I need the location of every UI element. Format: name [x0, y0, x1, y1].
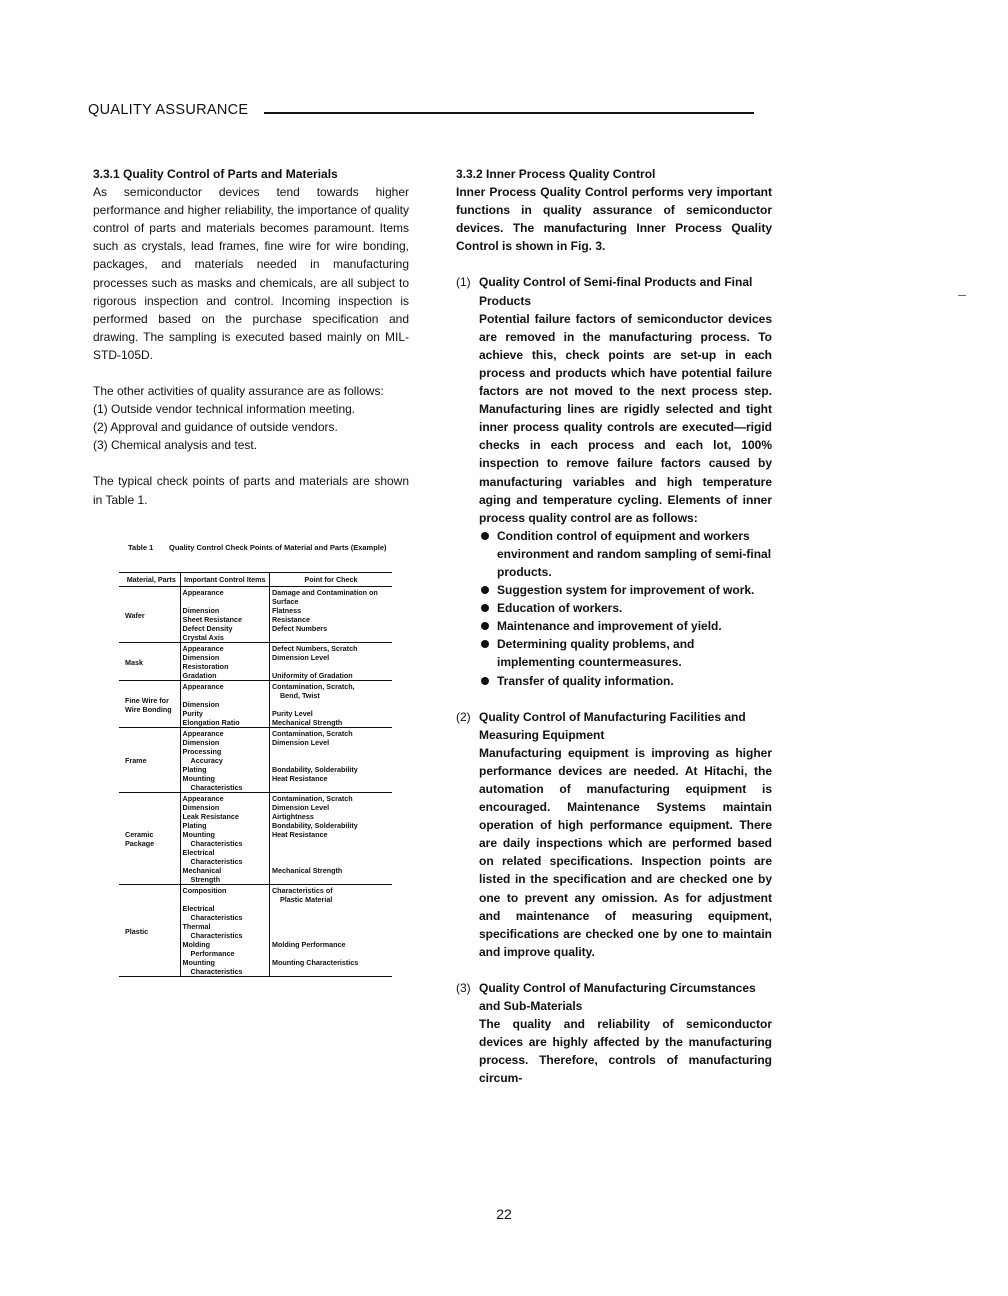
- table-row: [119, 728, 392, 793]
- bullet-item: [479, 672, 772, 690]
- column-header: Point for Check: [269, 573, 392, 587]
- bullet-dot-icon: [481, 622, 489, 630]
- check-points-cell: [269, 885, 392, 977]
- column-header: Important Control Items: [180, 573, 269, 587]
- cell-line: [272, 904, 390, 913]
- cell-line: Appearance: [182, 588, 224, 597]
- cell-line: Appearance: [182, 794, 224, 803]
- table-row: [119, 681, 392, 728]
- bullet-item: [479, 635, 772, 671]
- cell-line: Dimension: [182, 653, 220, 662]
- cell-line: Mounting: [182, 958, 215, 967]
- cell-line: [272, 756, 390, 765]
- item-body: Manufacturing equipment is improving as higher performance devices are needed. At Hitachi, the automation of manufacturing equipment is encouraged. Maintenance Systems maintain operation of high performance equipment. There are daily inspections which are performed based on related specifications. Inspection points are listed in the specification and are checked one by one to prevent any omission. As for adjustment and maintenance of measuring equipment, specifications are checked one by one to maintain and improve quality.: [479, 745, 772, 959]
- bullet-text: Suggestion system for improvement of work.: [497, 583, 755, 598]
- cell-line: Electrical: [182, 848, 215, 857]
- cell-line: Dimension: [182, 606, 220, 615]
- cell-line: [272, 662, 390, 671]
- bullet-dot-icon: [481, 532, 489, 540]
- cell-line: Dimension: [182, 803, 220, 812]
- right-column: [456, 165, 772, 1088]
- cell-line: Bondability, Solderability: [271, 765, 358, 774]
- cell-line: Defect Numbers, Scratch: [271, 644, 358, 653]
- check-points-cell: [269, 681, 392, 728]
- cell-line: Molding: [182, 940, 211, 949]
- cell-line: Performance: [190, 949, 235, 958]
- bullet-item: [479, 599, 772, 617]
- cell-line: Mechanical Strength: [271, 718, 343, 727]
- left-column: [93, 165, 409, 509]
- bullet-dot-icon: [481, 677, 489, 685]
- bullet-text: Condition control of equipment and workers environment and random sampling of semi-final products.: [497, 528, 772, 579]
- spacer: [93, 454, 409, 472]
- cell-line: Airtightness: [271, 812, 314, 821]
- control-items-cell: [180, 885, 269, 977]
- bullet-item: [479, 527, 772, 581]
- cell-line: [272, 857, 390, 866]
- cell-line: Characteristics: [190, 857, 243, 866]
- cell-line: Mounting: [182, 830, 215, 839]
- cell-line: Sheet Resistance: [182, 615, 243, 624]
- cell-line: Leak Resistance: [182, 812, 239, 821]
- cell-line: Purity: [182, 709, 203, 718]
- cell-line: Contamination, Scratch,: [271, 682, 355, 691]
- item-title: Quality Control of Semi-final Products and Final Products: [479, 275, 753, 308]
- header-title: QUALITY ASSURANCE: [88, 102, 249, 118]
- item-number: (3): [456, 980, 471, 995]
- material-cell: Mask: [119, 643, 180, 681]
- bullet-list: [479, 527, 772, 690]
- cell-line: [272, 922, 390, 931]
- check-points-cell: [269, 643, 392, 681]
- bullet-dot-icon: [481, 640, 489, 648]
- item-body: Potential failure factors of semiconductor devices are removed in the manufacturing process. To achieve this, check points are set-up in each process and products which have potential failure factors are not moved to the next process step. Manufacturing lines are rigidly selected and tight inner process quality controls are executed—rigid checks in each process and each lot, 100% inspection to remove failure factors caused by manufacturing variables and high temperature aging and temperature cycling. Elements of inner process quality control are as follows:: [479, 311, 772, 525]
- bullet-item: [479, 581, 772, 599]
- table-row: [119, 643, 392, 681]
- control-items-cell: [180, 587, 269, 643]
- material-cell: Fine Wire for Wire Bonding: [119, 681, 180, 728]
- cell-line: Purity Level: [271, 709, 313, 718]
- cell-line: Plating: [182, 765, 207, 774]
- table-row: [119, 793, 392, 885]
- cell-line: Defect Numbers: [271, 624, 328, 633]
- cell-line: [272, 747, 390, 756]
- header-rule: [264, 112, 754, 114]
- margin-mark: [958, 295, 966, 296]
- table-caption: [128, 543, 398, 553]
- cell-line: Bondability, Solderability: [271, 821, 358, 830]
- cell-line: Dimension Level: [271, 803, 330, 812]
- check-points-cell: [269, 728, 392, 793]
- material-cell: Plastic: [119, 885, 180, 977]
- cell-line: Molding Performance: [271, 940, 346, 949]
- cell-line: Characteristics: [190, 967, 243, 976]
- spacer: [456, 961, 772, 979]
- spacer: [456, 255, 772, 273]
- cell-line: [272, 839, 390, 848]
- table-row: [119, 587, 392, 643]
- cell-line: Processing: [182, 747, 222, 756]
- bullet-text: Determining quality problems, and implementing countermeasures.: [497, 637, 695, 670]
- section-heading-3-3-1: 3.3.1 Quality Control of Parts and Materials: [93, 167, 338, 181]
- cell-line: Elongation Ratio: [182, 718, 240, 727]
- cell-line: Mechanical: [182, 866, 222, 875]
- paragraph: The other activities of quality assurance are as follows:: [93, 384, 384, 399]
- cell-line: Heat Resistance: [271, 774, 328, 783]
- spacer: [456, 690, 772, 708]
- page-number: 22: [496, 1206, 512, 1222]
- cell-line: Bend, Twist: [279, 691, 320, 700]
- control-items-cell: [180, 793, 269, 885]
- cell-line: Contamination, Scratch: [271, 794, 353, 803]
- cell-line: [183, 597, 267, 606]
- numbered-item-1: [456, 273, 772, 689]
- cell-line: Uniformity of Gradation: [271, 671, 353, 680]
- cell-line: Resistoration: [182, 662, 229, 671]
- cell-line: Electrical: [182, 904, 215, 913]
- paragraph: Inner Process Quality Control performs very important functions in quality assurance of semiconductor devices. The manufacturing Inner Process Quality Control is shown in Fig. 3.: [456, 185, 772, 254]
- paragraph: As semiconductor devices tend towards higher performance and higher reliability, the importance of quality control of parts and materials becomes paramount. Items such as crystals, lead frames, fine wire for wire bonding, packages, and materials needed in manufacturing processes such as masks and chemicals, are all subject to rigorous inspection and control. Incoming inspection is performed based on the purchase specification and drawing. The sampling is executed based mainly on MIL-STD-105D.: [93, 185, 409, 362]
- cell-line: Dimension: [182, 700, 220, 709]
- cell-line: [272, 700, 390, 709]
- cell-line: Mechanical Strength: [271, 866, 343, 875]
- list-item: (1) Outside vendor technical information meeting.: [93, 402, 356, 417]
- bullet-text: Education of workers.: [497, 601, 623, 616]
- cell-line: Characteristics: [190, 913, 243, 922]
- cell-line: Accuracy: [190, 756, 223, 765]
- cell-line: [272, 913, 390, 922]
- bullet-item: [479, 617, 772, 635]
- cell-line: Contamination, Scratch: [271, 729, 353, 738]
- check-points-cell: [269, 587, 392, 643]
- cell-line: Characteristics: [190, 783, 243, 792]
- item-number: (1): [456, 275, 471, 290]
- cell-line: Mounting: [182, 774, 215, 783]
- bullet-text: Transfer of quality information.: [497, 673, 674, 688]
- cell-line: Resistance: [271, 615, 310, 624]
- table-caption-text: Quality Control Check Points of Material and Parts (Example): [169, 543, 387, 552]
- column-header: Material, Parts: [119, 573, 180, 587]
- cell-line: Characteristics: [190, 931, 243, 940]
- spacer: [93, 364, 409, 382]
- material-cell: Wafer: [119, 587, 180, 643]
- numbered-item-2: [456, 708, 772, 961]
- cell-line: Crystal Axis: [182, 633, 224, 642]
- cell-line: Damage and Contamination on Surface: [271, 588, 378, 606]
- cell-line: [272, 949, 390, 958]
- control-items-cell: [180, 681, 269, 728]
- cell-line: [272, 848, 390, 857]
- cell-line: Appearance: [182, 644, 224, 653]
- cell-line: Characteristics: [190, 839, 243, 848]
- running-header: [88, 100, 754, 124]
- cell-line: Thermal: [182, 922, 211, 931]
- item-title: Quality Control of Manufacturing Facilities and Measuring Equipment: [479, 709, 746, 742]
- cell-line: Dimension Level: [271, 738, 330, 747]
- cell-line: Characteristics of: [271, 886, 333, 895]
- cell-line: Mounting Characteristics: [271, 958, 359, 967]
- item-title: Quality Control of Manufacturing Circumstances and Sub-Materials: [479, 980, 756, 1014]
- section-heading-3-3-2: 3.3.2 Inner Process Quality Control: [456, 167, 656, 181]
- cell-line: Appearance: [182, 729, 224, 738]
- item-body: The quality and reliability of semiconductor devices are highly affected by the manufacturing process. Therefore, controls of manufacturing circum-: [479, 1017, 772, 1086]
- cell-line: Plastic Material: [279, 895, 333, 904]
- material-cell: Ceramic Package: [119, 793, 180, 885]
- list-item: (3) Chemical analysis and test.: [93, 438, 258, 453]
- cell-line: [272, 931, 390, 940]
- cell-line: [183, 691, 267, 700]
- table-header-row: [119, 573, 392, 587]
- cell-line: Dimension Level: [271, 653, 330, 662]
- table-caption-number: Table 1: [128, 543, 154, 552]
- cell-line: [183, 895, 267, 904]
- cell-line: Composition: [182, 886, 227, 895]
- cell-line: Heat Resistance: [271, 830, 328, 839]
- bullet-dot-icon: [481, 604, 489, 612]
- cell-line: Gradation: [182, 671, 217, 680]
- list-item: (2) Approval and guidance of outside vendors.: [93, 420, 338, 435]
- control-items-cell: [180, 643, 269, 681]
- cell-line: Strength: [190, 875, 221, 884]
- paragraph: The typical check points of parts and materials are shown in Table 1.: [93, 474, 409, 507]
- cell-line: Flatness: [271, 606, 302, 615]
- cell-line: Dimension: [182, 738, 220, 747]
- control-items-cell: [180, 728, 269, 793]
- cell-line: Defect Density: [182, 624, 233, 633]
- table-row: [119, 885, 392, 977]
- check-points-cell: [269, 793, 392, 885]
- cell-line: Appearance: [182, 682, 224, 691]
- bullet-dot-icon: [481, 586, 489, 594]
- bullet-text: Maintenance and improvement of yield.: [497, 619, 722, 634]
- item-number: (2): [456, 709, 471, 724]
- quality-control-table: [119, 572, 392, 977]
- numbered-item-3: [456, 979, 772, 1088]
- material-cell: Frame: [119, 728, 180, 793]
- cell-line: Plating: [182, 821, 207, 830]
